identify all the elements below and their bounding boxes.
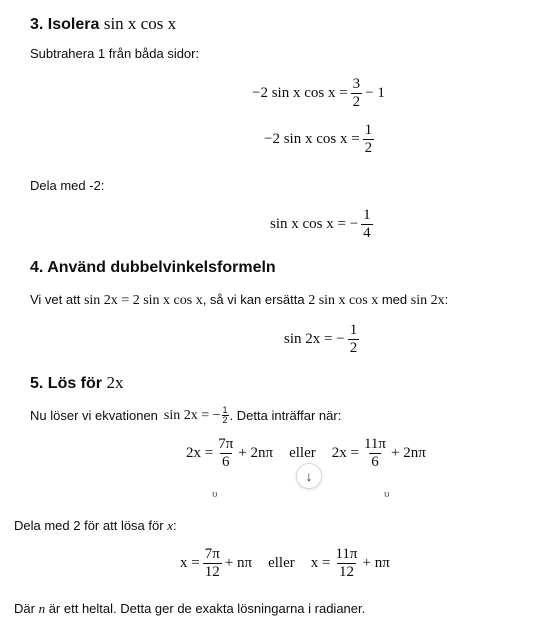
equation-4-fraction: [348, 322, 360, 357]
scroll-down-button[interactable]: [296, 463, 322, 489]
section-5-heading-text: 5. Lös för: [30, 375, 103, 392]
equation-6b-lhs: 2x =: [331, 445, 359, 461]
equation-1-lhs: −2 sin x cos x =: [252, 85, 348, 101]
equation-6b-tail: + 2nπ: [391, 445, 426, 461]
stray-glyph-right: υ: [384, 488, 390, 500]
stray-glyph-left: υ: [212, 488, 218, 500]
section-4-with-math: sin 2x: [410, 293, 445, 308]
section-4-body-part-3: med: [381, 292, 408, 307]
equation-7a-numerator: 7π: [204, 546, 220, 562]
section-5-inline-fraction: [222, 406, 229, 425]
divide-two-var: x: [167, 518, 173, 533]
equation-1-numerator: 3: [352, 76, 361, 92]
section-5-body-part-1: Nu löser vi ekvationen: [30, 408, 158, 423]
equation-2-numerator: 1: [364, 122, 373, 138]
equation-1-tail: − 1: [365, 85, 385, 101]
equation-6b-denominator: 6: [371, 454, 379, 470]
equation-2-denominator: 2: [364, 140, 373, 156]
divide-text: Dela med -2:: [30, 178, 105, 193]
equation-6a-lhs: 2x =: [186, 445, 214, 461]
equation-7b-tail: + nπ: [362, 555, 390, 571]
equation-3-denominator: 4: [363, 225, 371, 241]
section-4-body-part-1: Vi vet att: [30, 292, 81, 307]
section-3-heading: [30, 14, 176, 34]
equation-2-fraction: [363, 122, 375, 157]
equation-7-or: eller: [268, 555, 295, 571]
equation-7a-lhs: x =: [180, 555, 200, 571]
section-5-inline-lhs: sin 2x = −: [163, 407, 221, 423]
equation-3-lhs: sin x cos x = −: [270, 216, 359, 232]
equation-3-numerator: 1: [363, 207, 371, 223]
equation-7a-denominator: 12: [204, 564, 220, 580]
equation-4: [284, 322, 362, 357]
divide-two-colon: :: [172, 518, 177, 533]
closing-part-1: Där: [14, 601, 35, 616]
equation-6a-fraction: [216, 436, 235, 471]
equation-1-fraction: [351, 76, 363, 111]
section-4-body-part-2: , så vi kan ersätta: [202, 292, 305, 307]
section-5-body: [30, 406, 341, 425]
section-5-heading-var: 2x: [106, 373, 124, 392]
equation-7a-tail: + nπ: [224, 555, 253, 571]
equation-7: [180, 546, 390, 581]
equation-2-lhs: −2 sin x cos x =: [264, 131, 360, 147]
section-5-inline-denominator: 2: [222, 415, 228, 425]
equation-6a-tail: + 2nπ: [238, 445, 274, 461]
equation-4-numerator: 1: [349, 322, 358, 338]
equation-7b-lhs: x =: [310, 555, 331, 571]
equation-1: [252, 76, 385, 111]
equation-7b-numerator: 11π: [335, 546, 358, 562]
equation-3: [270, 207, 376, 242]
section-5-heading: [30, 373, 123, 393]
equation-6b-fraction: [362, 436, 388, 471]
equation-4-lhs: sin 2x = −: [284, 331, 345, 347]
section-4-replace-math: 2 sin x cos x: [308, 293, 379, 308]
section-3-heading-text: 3. Isolera: [30, 16, 100, 33]
arrow-down-icon: ↓: [305, 468, 313, 484]
closing-text: [14, 601, 365, 617]
divide-two-text: [14, 518, 177, 534]
equation-6-or: eller: [289, 445, 316, 461]
section-3-heading-math: sin x cos x: [103, 14, 177, 33]
equation-6a-numerator: 7π: [218, 436, 234, 452]
divide-two-label: Dela med 2 för att lösa för: [14, 518, 164, 533]
equation-7b-fraction: [333, 546, 359, 581]
closing-var: n: [38, 601, 46, 616]
section-3-intro: Subtrahera 1 från båda sidor:: [30, 46, 200, 61]
section-4-body: [30, 292, 448, 309]
section-5-inline-numerator: 1: [222, 405, 228, 415]
equation-3-fraction: [361, 207, 373, 242]
equation-1-denominator: 2: [352, 94, 361, 110]
section-4-heading: 4. Använd dubbelvinkelsformeln: [30, 259, 276, 276]
equation-7a-fraction: [203, 546, 222, 581]
equation-2: [264, 122, 377, 157]
equation-6b-numerator: 11π: [363, 436, 386, 452]
equation-4-denominator: 2: [349, 340, 358, 356]
closing-part-2: är ett heltal. Detta ger de exakta lösningarna i radianer.: [48, 601, 366, 616]
section-5-body-part-2: . Detta inträffar när:: [229, 408, 342, 423]
equation-6a-denominator: 6: [222, 454, 230, 470]
section-4-identity: sin 2x = 2 sin x cos x: [83, 293, 203, 308]
section-4-colon: :: [444, 292, 449, 307]
equation-7b-denominator: 12: [338, 564, 354, 580]
